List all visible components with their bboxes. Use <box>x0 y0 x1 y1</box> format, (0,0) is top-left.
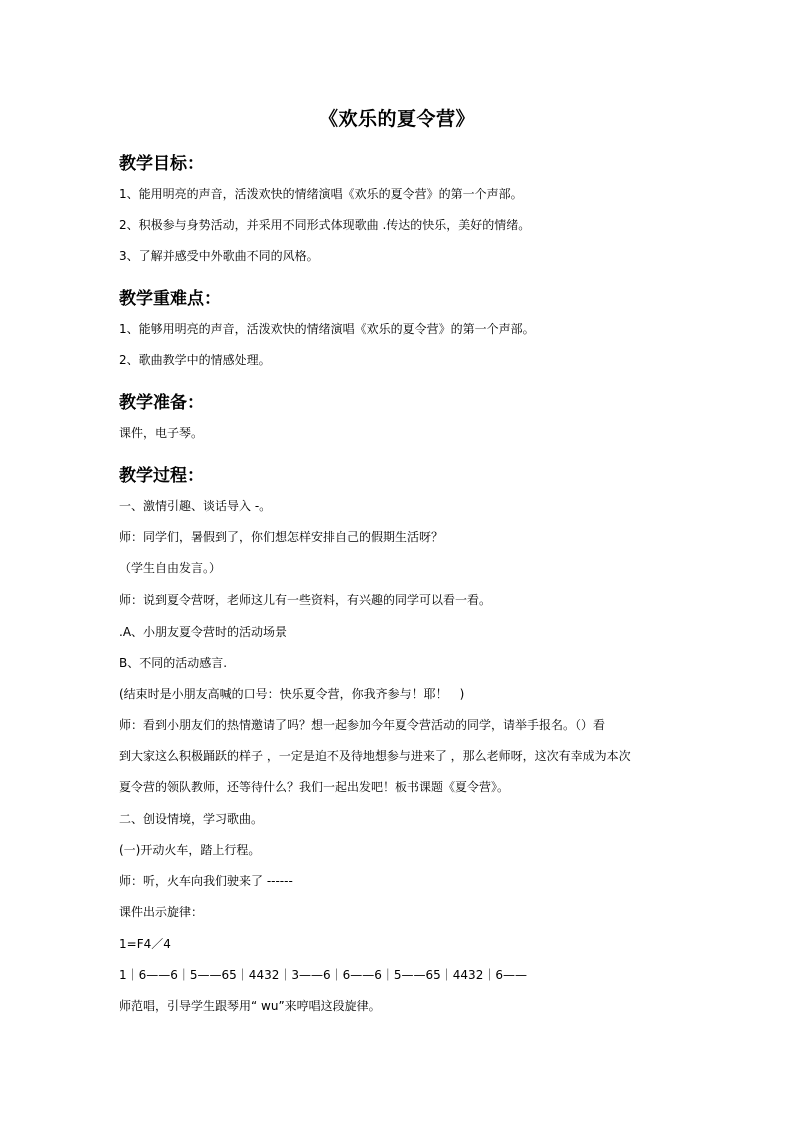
document-title: 《欢乐的夏令营》 <box>318 108 475 130</box>
process-line: 夏令营的领队教师，还等待什么？我们一起出发吧！板书课题《夏令营》。 <box>119 780 510 794</box>
process-line: 到大家这么积极踊跃的样子 ，一定是迫不及待地想参与进来了 ，那么老师呀，这次有幸成为本次 <box>119 749 631 763</box>
process-line: 一、激情引趣、谈话导入 -。 <box>119 499 272 513</box>
process-line: .A、小朋友夏令营时的活动场景 <box>119 625 288 639</box>
process-line: 师：听，火车向我们驶来了 ------ <box>119 874 293 888</box>
goal-item: 2、积极参与身势活动，并采用不同形式体现歌曲 .传达的快乐，美好的情绪。 <box>119 218 531 232</box>
process-line: 二、创设情境，学习歌曲。 <box>119 812 264 826</box>
heading-key-points: 教学重难点： <box>119 289 221 309</box>
preparation-item: 课件，电子琴。 <box>119 426 204 440</box>
process-line: 1=F4／4 <box>119 937 171 951</box>
process-line: (结束时是小朋友高喊的口号：快乐夏令营，你我齐参与！耶！ ) <box>119 687 465 701</box>
process-line: (一)开动火车，踏上行程。 <box>119 843 261 857</box>
process-line: 师范唱，引导学生跟琴用“ wu”来哼唱这段旋律。 <box>119 999 381 1013</box>
key-point-item: 1、能够用明亮的声音，活泼欢快的情绪演唱《欢乐的夏令营》的第一个声部。 <box>119 322 535 336</box>
heading-preparation: 教学准备： <box>119 393 204 413</box>
process-line: 师：看到小朋友们的热情邀请了吗？想一起参加今年夏令营活动的同学，请举手报名。（）看 <box>119 718 606 732</box>
process-line: B、不同的活动感言. <box>119 656 228 670</box>
goal-item: 1、能用明亮的声音，活泼欢快的情绪演唱《欢乐的夏令营》的第一个声部。 <box>119 187 523 201</box>
process-line: （学生自由发言。） <box>119 561 222 575</box>
process-line: 课件出示旋律： <box>119 905 204 919</box>
process-line: 师：说到夏令营呀，老师这儿有一些资料，有兴趣的同学可以看一看。 <box>119 593 492 607</box>
process-line: 1｜6——6｜5——65｜4432｜3——6｜6——6｜5——65｜4432｜6—— <box>119 968 527 982</box>
heading-process: 教学过程： <box>119 466 204 486</box>
key-point-item: 2、歌曲教学中的情感处理。 <box>119 353 271 367</box>
process-line: 师：同学们，暑假到了，你们想怎样安排自己的假期生活呀？ <box>119 530 444 544</box>
goal-item: 3、了解并感受中外歌曲不同的风格。 <box>119 249 319 263</box>
heading-goals: 教学目标： <box>119 154 204 174</box>
